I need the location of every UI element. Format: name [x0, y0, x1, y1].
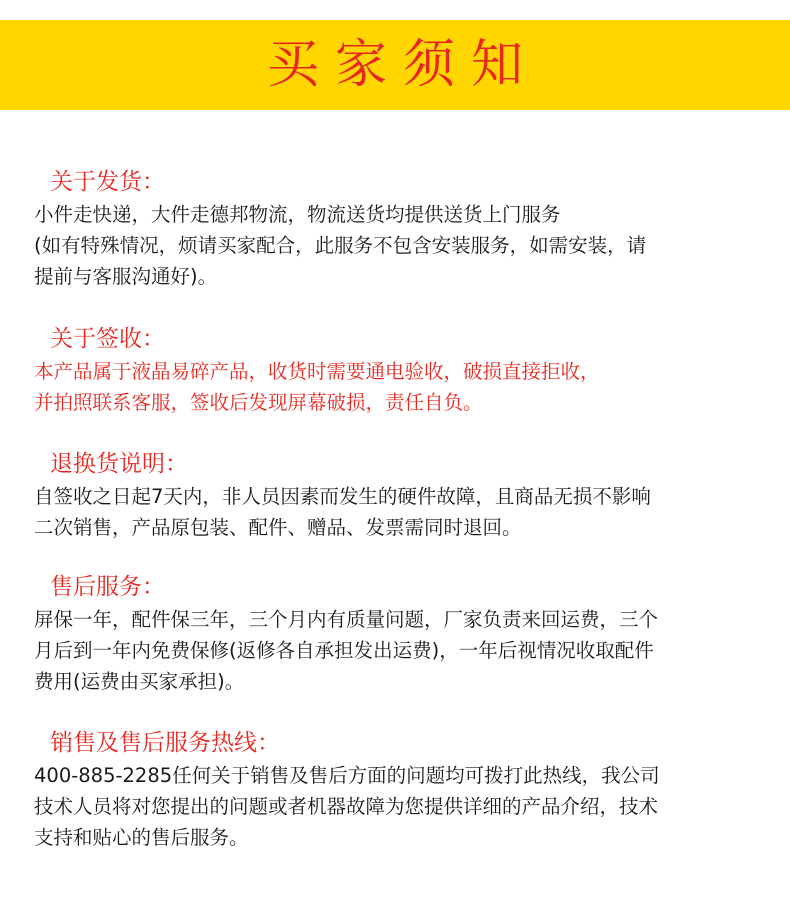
section-after-sales: [34, 570, 764, 697]
section-heading-returns: 退换货说明：: [50, 451, 188, 477]
section-hotline: [34, 726, 764, 853]
section-heading-hotline: 销售及售后服务热线：: [50, 730, 280, 756]
section-heading-shipping: 关于发货：: [50, 169, 165, 195]
section-shipping: [34, 165, 764, 292]
section-body-shipping: 小件走快递，大件走德邦物流，物流送货均提供送货上门服务 (如有特殊情况，烦请买家配合，此服务不包含安装服务，如需安装，请 提前与客服沟通好)。: [34, 203, 647, 288]
section-receipt: [34, 322, 764, 418]
section-body-after-sales: 屏保一年，配件保三年，三个月内有质量问题，厂家负责来回运费，三个 月后到一年内免费保修(返修各自承担发出运费)，一年后视情况收取配件 费用(运费由买家承担)。: [34, 608, 659, 693]
section-body-receipt: 本产品属于液晶易碎产品，收货时需要通电验收，破损直接拒收， 并拍照联系客服，签收后发现屏幕破损，责任自负。: [34, 360, 600, 414]
title-banner: [0, 20, 790, 110]
section-heading-after-sales: 售后服务：: [50, 574, 165, 600]
section-body-hotline: 400-885-2285任何关于销售及售后方面的问题均可拨打此热线，我公司 技术人员将对您提出的问题或者机器故障为您提供详细的产品介绍，技术 支持和贴心的售后服务。: [34, 764, 660, 849]
section-returns: [34, 447, 764, 543]
page-title: 买家须知: [266, 35, 539, 95]
section-heading-receipt: 关于签收：: [50, 326, 165, 352]
section-body-returns: 自签收之日起7天内，非人员因素而发生的硬件故障，且商品无损不影响 二次销售，产品原包装、配件、赠品、发票需同时退回。: [34, 485, 651, 539]
